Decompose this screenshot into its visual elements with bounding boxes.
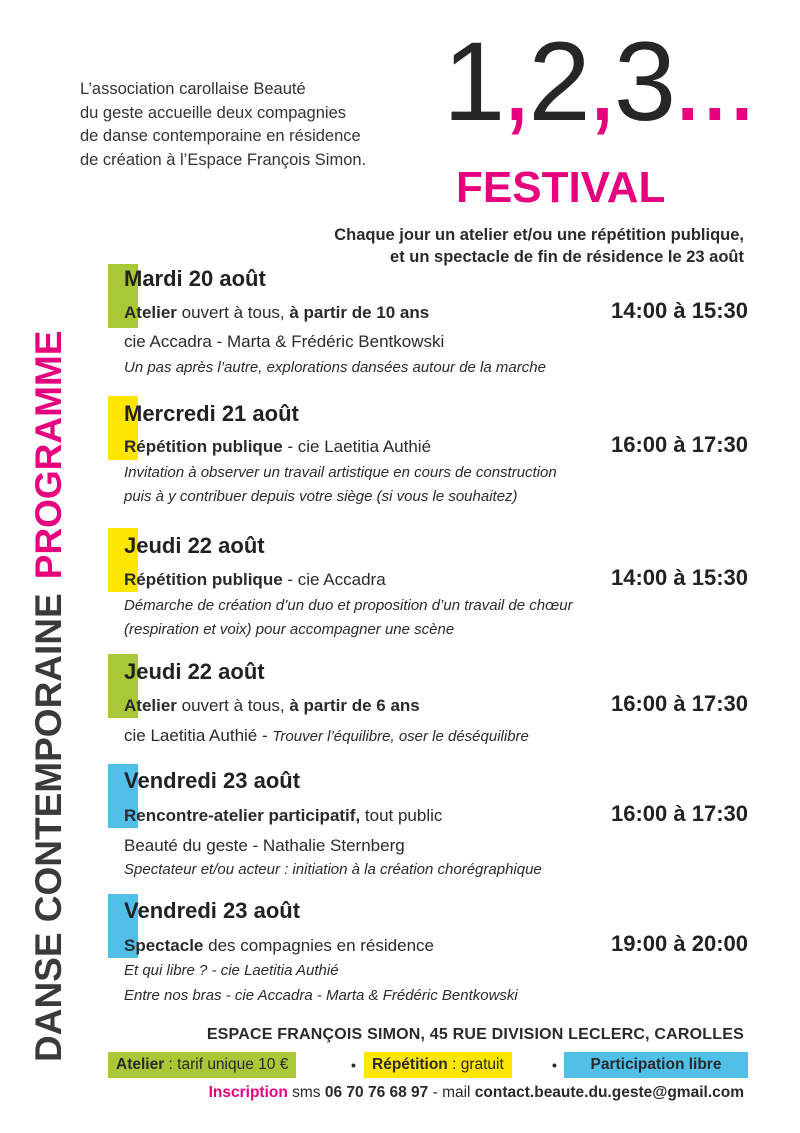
event-type-bold: Répétition publique (124, 570, 283, 589)
event-description: Un pas après l’autre, explorations dansées autour de la marche (124, 359, 546, 376)
tagline-line-1: Chaque jour un atelier et/ou une répétition publique, (334, 226, 744, 244)
vertical-side-title (30, 331, 67, 1062)
show-company: - cie Laetitia Authié (207, 962, 339, 979)
intro-line: de création à l’Espace François Simon. (80, 150, 367, 169)
event-type-rest: des compagnies en résidence (203, 936, 434, 955)
event-description: Spectateur et/ou acteur : initiation à la création chorégraphique (124, 861, 542, 878)
event-description: Trouver l’équilibre, oser le déséquilibre (272, 728, 529, 745)
mail-label: - mail (428, 1084, 475, 1101)
event-time: 14:00 à 15:30 (611, 565, 748, 590)
event-day: Mardi 20 août (124, 266, 266, 291)
side-title-programme: PROGRAMME (28, 330, 69, 580)
event-company: cie Accadra - Marta & Frédéric Bentkowski (124, 332, 445, 351)
price-atelier-value: : tarif unique 10 € (164, 1056, 289, 1073)
event-type-rest: ouvert à tous, (176, 696, 290, 715)
email-address[interactable]: contact.beaute.du.geste@gmail.com (474, 1084, 744, 1101)
event-type-bold: Spectacle (124, 936, 204, 955)
intro-paragraph (80, 78, 440, 172)
festival-numbers-title (443, 19, 754, 144)
event-type-bold: Atelier (124, 696, 177, 715)
event-day: Vendredi 23 août (124, 768, 301, 793)
title-ellipsis: ... (672, 19, 754, 144)
side-title-dance: DANSE CONTEMPORAINE (28, 593, 69, 1062)
event-company (124, 726, 529, 746)
event-description: Invitation à observer un travail artistique en cours de construction (124, 464, 557, 481)
festival-label: FESTIVAL (456, 163, 666, 212)
price-atelier (108, 1052, 296, 1078)
intro-line: de danse contemporaine en résidence (80, 127, 361, 145)
venue-address: ESPACE FRANÇOIS SIMON, 45 RUE DIVISION LECLERC, CAROLLES (206, 1026, 744, 1043)
event-day: Vendredi 23 août (124, 898, 301, 923)
phone-number: 06 70 76 68 97 (324, 1084, 429, 1101)
price-repetition-value: : gratuit (447, 1056, 504, 1073)
tagline (334, 224, 744, 268)
event-description: puis à y contribuer depuis votre siège (si vous le souhaitez) (124, 488, 518, 505)
event-time: 19:00 à 20:00 (611, 931, 748, 956)
event-show-line (124, 962, 339, 979)
inscription-line (108, 1084, 744, 1102)
price-separator: • (351, 1057, 356, 1073)
price-repetition-label: Répétition (372, 1056, 448, 1073)
sms-label: sms (287, 1084, 325, 1101)
event-description: Démarche de création d’un duo et proposition d’un travail de chœur (124, 597, 573, 614)
event-show-line (124, 987, 518, 1004)
event-time: 16:00 à 17:30 (611, 691, 748, 716)
intro-line: du geste accueille deux compagnies (80, 103, 347, 122)
intro-line: L’association carollaise Beauté (80, 80, 306, 98)
event-time: 14:00 à 15:30 (611, 298, 748, 323)
price-repetition (364, 1052, 512, 1078)
show-title: Et qui libre ? (124, 962, 208, 979)
title-comma: , (586, 19, 614, 144)
event-day: Jeudi 22 août (124, 533, 265, 558)
event-type-age: à partir de 10 ans (289, 303, 430, 322)
event-type-age: à partir de 6 ans (289, 696, 420, 715)
event-type-bold: Atelier (124, 303, 177, 322)
event-time: 16:00 à 17:30 (611, 432, 748, 457)
title-number-1: 1 (443, 19, 502, 144)
title-comma: , (501, 19, 529, 144)
event-type-rest: tout public (360, 806, 443, 825)
event-time: 16:00 à 17:30 (611, 801, 748, 826)
event-description: (respiration et voix) pour accompagner une scène (124, 621, 455, 638)
price-participation: Participation libre (564, 1052, 748, 1078)
show-company: - cie Accadra - Marta & Frédéric Bentkowski (221, 987, 518, 1004)
event-type-bold: Répétition publique (124, 437, 283, 456)
event-day: Mercredi 21 août (124, 401, 299, 426)
tagline-line-2: et un spectacle de fin de résidence le 23 août (390, 248, 744, 266)
event-company: Beauté du geste - Nathalie Sternberg (124, 836, 405, 855)
title-number-2: 2 (528, 19, 587, 144)
event-company-name: cie Laetitia Authié - (124, 726, 273, 745)
event-day: Jeudi 22 août (124, 659, 265, 684)
event-type-bold: Rencontre-atelier participatif, (124, 806, 361, 825)
price-strip (108, 1052, 748, 1078)
event-type-rest: ouvert à tous, (176, 303, 290, 322)
price-separator: • (552, 1057, 557, 1073)
title-number-3: 3 (613, 19, 673, 144)
price-atelier-label: Atelier (116, 1056, 165, 1073)
show-title: Entre nos bras (124, 987, 222, 1004)
event-type-rest: - cie Accadra (282, 570, 386, 589)
event-type-rest: - cie Laetitia Authié (282, 437, 432, 456)
inscription-label: Inscription (208, 1084, 288, 1101)
